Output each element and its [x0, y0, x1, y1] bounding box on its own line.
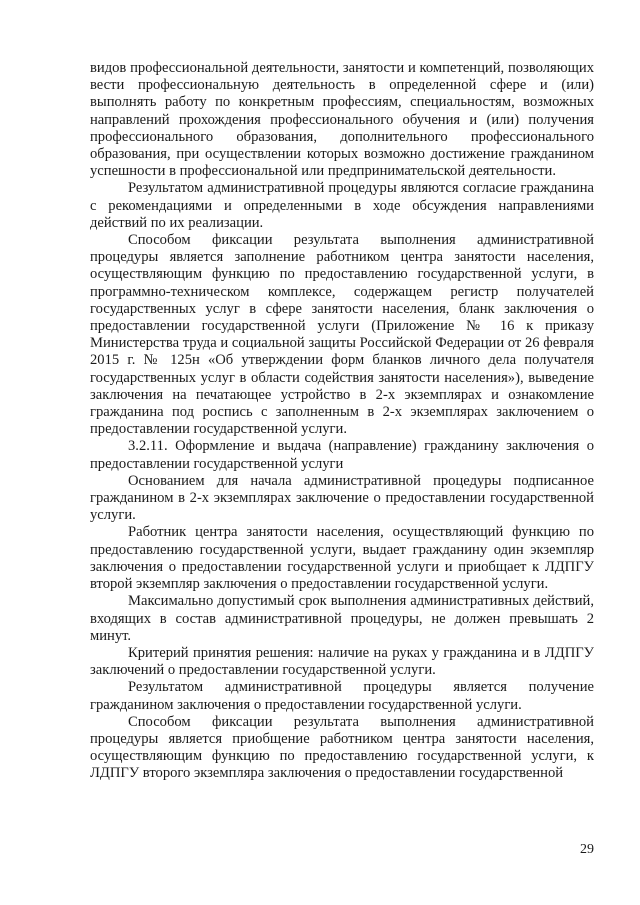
- paragraph-1-continuation: видов профессиональной деятельности, занятости и компетенций, позволяющих вести профессиональную деятельность в определенной сфере и (или) выполнять работу по конкретным профессиям, специальностям, возможных направлений прохождения профессионального обучения и (или) получения профессионального образования, дополнительного профессионального образования, при осуществлении которых возможно достижение гражданином успешности в профессиональной или предпринимательской деятельности.: [90, 60, 594, 180]
- section-heading-3-2-11: 3.2.11. Оформление и выдача (направление) гражданину заключения о предоставлении государственной услуги: [90, 438, 594, 472]
- paragraph-fixation-method-2: Способом фиксации результата выполнения административной процедуры является приобщение работником центра занятости населения, осуществляющим функцию по предоставлению государственной услуги, к ЛДПГУ второго экземпляра заключения о предоставлении государственной: [90, 713, 594, 782]
- document-body: [90, 60, 594, 783]
- paragraph-procedure-result-2: Результатом административной процедуры является получение гражданином заключения о предоставлении государственной услуги.: [90, 679, 594, 713]
- paragraph-worker-issues: Работник центра занятости населения, осуществляющий функцию по предоставлению государственной услуги, выдает гражданину один экземпляр заключения о предоставлении государственной услуги и приобщает к ЛДПГУ второй экземпляр заключения о предоставлении государственной услуги.: [90, 524, 594, 593]
- page-number: 29: [580, 842, 594, 857]
- paragraph-procedure-result: Результатом административной процедуры являются согласие гражданина с рекомендациями и определенными в ходе обсуждения направлениями действий по их реализации.: [90, 180, 594, 231]
- paragraph-fixation-method: Способом фиксации результата выполнения административной процедуры является заполнение работником центра занятости населения, осуществляющим функцию по предоставлению государственной услуги, в программно-техническом комплексе, содержащем регистр получателей государственных услуг в сфере занятости населения, бланк заключения о предоставлении государственной услуги (Приложение № 16 к приказу Министерства труда и социальной защиты Российской Федерации от 26 февраля 2015 г. № 125н «Об утверждении форм бланков личного дела получателя государственных услуг в области содействия занятости населения»), выведение заключения на печатающее устройство в 2-х экземплярах и ознакомление гражданина под роспись с заполненным в 2-х экземплярах заключением о предоставлении государственной услуги.: [90, 232, 594, 438]
- paragraph-max-duration: Максимально допустимый срок выполнения административных действий, входящих в состав административной процедуры, не должен превышать 2 минут.: [90, 593, 594, 644]
- paragraph-decision-criterion: Критерий принятия решения: наличие на руках у гражданина и в ЛДПГУ заключений о предоставлении государственной услуги.: [90, 644, 594, 679]
- paragraph-procedure-basis: Основанием для начала административной процедуры подписанное гражданином в 2-х экземплярах заключение о предоставлении государственной услуги.: [90, 472, 594, 524]
